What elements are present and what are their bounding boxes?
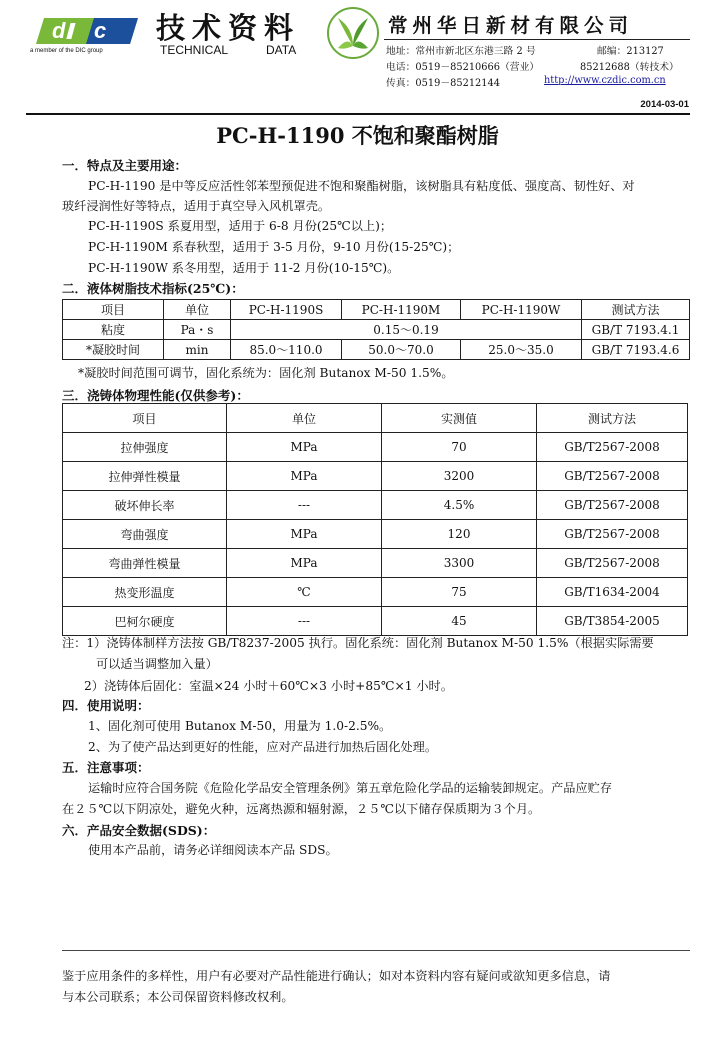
fax: 传真：0519－85212144 — [386, 78, 500, 89]
section5-line2: 在２５℃以下阴凉处，避免火种，远离热源和辐射源，２５℃以下储存保质期为３个月。 — [62, 802, 541, 816]
cell: --- — [227, 491, 382, 520]
cell: GB/T2567-2008 — [537, 549, 688, 578]
cell: GB/T2567-2008 — [537, 433, 688, 462]
postcode: 邮编：213127 — [597, 46, 664, 57]
cell: 拉伸弹性模量 — [63, 462, 227, 491]
cell: 热变形温度 — [63, 578, 227, 607]
header-cell: 项目 — [63, 300, 164, 320]
header-cell: 测试方法 — [582, 300, 690, 320]
svg-text:d: d — [52, 18, 66, 43]
cell: GB/T2567-2008 — [537, 520, 688, 549]
cell: GB/T2567-2008 — [537, 462, 688, 491]
table-row — [63, 607, 688, 636]
section3-heading: 三．浇铸体物理性能(仅供参考)： — [62, 388, 249, 403]
gel-unit: min — [164, 340, 231, 360]
address: 地址：常州市新北区东港三路 2 号 — [386, 46, 536, 57]
variant-spring-autumn: PC-H-1190M 系春秋型，适用于 3-5 月份，9-10 月份(15-25℃)； — [88, 240, 460, 254]
company-logo-icon — [326, 6, 380, 60]
section3-note1-line2: 可以适当调整加入量） — [96, 657, 218, 671]
cell: 45 — [382, 607, 537, 636]
document-title: PC-H-1190 不饱和聚酯树脂 — [216, 123, 499, 148]
cell: GB/T3854-2005 — [537, 607, 688, 636]
company-name: 常州华日新材有限公司 — [388, 14, 634, 37]
viscosity-item: 粘度 — [63, 320, 164, 340]
gel-value-m: 50.0～70.0 — [342, 340, 461, 360]
section6-line1: 使用本产品前，请务必详细阅读本产品 SDS。 — [88, 843, 338, 857]
cell: 拉伸强度 — [63, 433, 227, 462]
gel-value-s: 85.0～110.0 — [231, 340, 342, 360]
section5-line1: 运输时应符合国务院《危险化学品安全管理条例》第五章危险化学品的运输装卸规定。产品应贮存 — [88, 781, 613, 795]
header-cell: PC-H-1190W — [461, 300, 582, 320]
cell: 75 — [382, 578, 537, 607]
header-divider — [384, 39, 690, 40]
section2-heading: 二．液体树脂技术指标(25℃)： — [62, 281, 244, 296]
section3-note2: 2）浇铸体后固化：室温×24 小时＋60℃×3 小时+85℃×1 小时。 — [84, 679, 453, 693]
cell: 弯曲强度 — [63, 520, 227, 549]
cell: 弯曲弹性模量 — [63, 549, 227, 578]
footer-line1: 鉴于应用条件的多样性，用户有必要对产品性能进行确认；如对本资料内容有疑问或欲知更多信息，请 — [62, 969, 611, 983]
table-row — [63, 340, 690, 360]
doc-type-en-1: TECHNICAL — [160, 43, 229, 57]
table-row — [63, 578, 688, 607]
cell: MPa — [227, 462, 382, 491]
issue-date: 2014-03-01 — [640, 99, 689, 110]
liquid-resin-spec-table — [62, 299, 690, 360]
phone-tech: 85212688（转技术） — [580, 62, 679, 73]
cell: 70 — [382, 433, 537, 462]
header-cell: PC-H-1190S — [231, 300, 342, 320]
gel-method: GB/T 7193.4.6 — [582, 340, 690, 360]
logo-caption: a member of the DIC group — [30, 48, 103, 54]
section1-heading: 一．特点及主要用途： — [62, 158, 188, 173]
header-rule — [26, 113, 690, 115]
cell: MPa — [227, 433, 382, 462]
cell: --- — [227, 607, 382, 636]
dic-logo — [36, 14, 146, 48]
website-link[interactable]: http://www.czdic.com.cn — [544, 75, 666, 86]
table-row — [63, 433, 688, 462]
cell: 4.5% — [382, 491, 537, 520]
cell: 120 — [382, 520, 537, 549]
cured-properties-table — [62, 403, 688, 636]
usage-item-1: 1、固化剂可使用 Butanox M-50，用量为 1.0-2.5%。 — [88, 719, 392, 733]
viscosity-method: GB/T 7193.4.1 — [582, 320, 690, 340]
header-cell: 单位 — [164, 300, 231, 320]
doc-type-en — [160, 43, 296, 57]
viscosity-unit: Pa・s — [164, 320, 231, 340]
section4-heading: 四．使用说明： — [62, 698, 150, 713]
table-row — [63, 520, 688, 549]
doc-type-en-2: DATA — [266, 43, 297, 57]
cell: 破坏伸长率 — [63, 491, 227, 520]
usage-item-2: 2、为了使产品达到更好的性能，应对产品进行加热后固化处理。 — [88, 740, 438, 754]
section2-note: *凝胶时间范围可调节，固化系统为：固化剂 Butanox M-50 1.5%。 — [78, 366, 454, 380]
cell: 3200 — [382, 462, 537, 491]
cell: ℃ — [227, 578, 382, 607]
table-row — [63, 549, 688, 578]
svg-text:c: c — [94, 18, 107, 43]
doc-type-cn: 技术资料 — [156, 11, 301, 45]
cell: 巴柯尔硬度 — [63, 607, 227, 636]
header-cell: 单位 — [227, 404, 382, 433]
cell: MPa — [227, 549, 382, 578]
gel-item: *凝胶时间 — [63, 340, 164, 360]
section1-para-line1: PC-H-1190 是中等反应活性邻苯型预促进不饱和聚酯树脂，该树脂具有粘度低、强度高、韧性好、对 — [88, 179, 635, 193]
cell: GB/T2567-2008 — [537, 491, 688, 520]
section5-heading: 五．注意事项： — [62, 760, 150, 775]
variant-summer: PC-H-1190S 系夏用型，适用于 6-8 月份(25℃以上)； — [88, 219, 393, 233]
section3-note1-line1: 注：1）浇铸体制样方法按 GB/T8237-2005 执行。固化系统：固化剂 Butanox M-50 1.5%（根据实际需要 — [62, 636, 654, 650]
header-cell: 项目 — [63, 404, 227, 433]
cell: GB/T1634-2004 — [537, 578, 688, 607]
section6-heading: 六．产品安全数据(SDS)： — [62, 823, 216, 838]
phone-sales: 电话：0519－85210666（营业） — [386, 62, 540, 73]
header-cell: PC-H-1190M — [342, 300, 461, 320]
table-row — [63, 320, 690, 340]
section1-para-line2: 玻纤浸润性好等特点，适用于真空导入风机罩壳。 — [62, 199, 331, 213]
table-header-row — [63, 404, 688, 433]
header-cell: 实测值 — [382, 404, 537, 433]
cell: 3300 — [382, 549, 537, 578]
cell: MPa — [227, 520, 382, 549]
table-row — [63, 462, 688, 491]
viscosity-value: 0.15～0.19 — [231, 320, 582, 340]
table-header-row — [63, 300, 690, 320]
table-row — [63, 491, 688, 520]
header-cell: 测试方法 — [537, 404, 688, 433]
footer-line2: 与本公司联系；本公司保留资料修改权利。 — [62, 990, 294, 1004]
footer-rule — [62, 950, 690, 951]
variant-winter: PC-H-1190W 系冬用型，适用于 11-2 月份(10-15℃)。 — [88, 261, 400, 275]
gel-value-w: 25.0～35.0 — [461, 340, 582, 360]
